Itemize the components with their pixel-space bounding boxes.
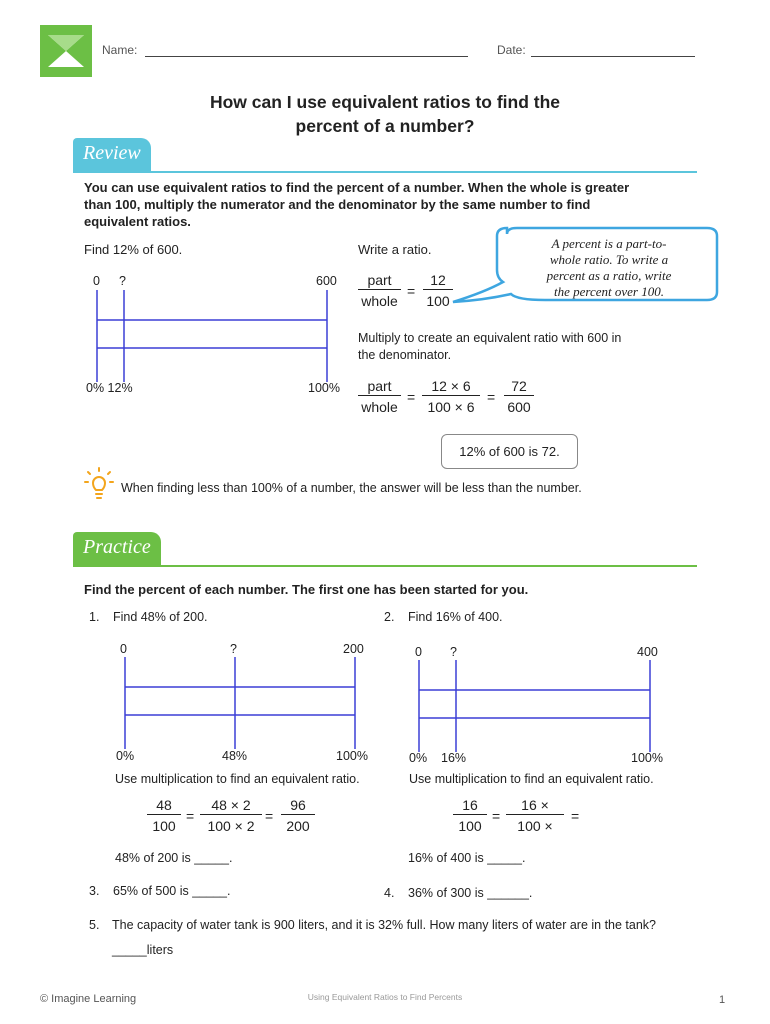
ratio1-num-left: part [358,272,401,290]
ratio2-den-mid: 100 × 6 [427,399,475,415]
lightbulb-icon [84,467,114,501]
multiply-text-2: the denominator. [358,348,452,362]
p1-number: 1. [89,610,100,624]
bubble-line-4: the percent over 100. [554,284,664,299]
ratio2-den-right: 600 [507,399,531,415]
review-bottom-right: 100% [308,381,340,395]
bubble-line-3: percent as a ratio, write [546,268,672,283]
p1-d2: 100 × 2 [207,818,255,834]
bubble-line-1: A percent is a part-to- [551,236,667,251]
p1-label-zero: 0 [120,642,127,656]
p1-ratio-3 [281,797,315,834]
p1-eq: = [186,808,195,824]
page-title-line1: How can I use equivalent ratios to find the [209,92,561,112]
p5-answer[interactable]: _____liters [112,943,174,957]
review-label-zero: 0 [93,274,100,288]
footer-copyright: © Imagine Learning [40,993,137,1005]
p5-number: 5. [89,918,100,932]
p2-eq2: = [571,808,580,824]
review-label-whole: 600 [316,274,337,288]
name-line[interactable] [145,56,468,57]
p2-ratio-2 [506,797,564,834]
p2-bottom-right: 100% [631,751,663,765]
ratio2-den-left: whole [361,399,398,415]
p1-d3: 200 [286,818,310,834]
ratio2-num-left: part [358,378,401,396]
p2-label-whole: 400 [637,645,658,659]
ratio2-num-mid: 12 × 6 [422,378,480,396]
p4-number: 4. [384,886,395,900]
p1-bottom-right: 100% [336,749,368,763]
ratio1-den-left: whole [361,293,398,309]
ratio1-part-whole [358,272,401,309]
review-find-text: Find 12% of 600. [84,242,183,257]
p1-bottom-left: 0% [116,749,135,763]
review-label-unknown: ? [119,274,126,288]
ratio1-den-right: 100 [426,293,450,309]
p1-d1: 100 [152,818,176,834]
p1-eq2: = [265,808,274,824]
p3-number: 3. [89,884,100,898]
bubble-line-2: whole ratio. To write a [549,252,669,267]
review-intro-3: equivalent ratios. [84,214,191,229]
review-rule [73,171,697,173]
p2-label-zero: 0 [415,645,422,659]
practice-instructions: Find the percent of each number. The first one has been started for you. [84,582,529,597]
review-tab: Review [73,138,151,172]
review-bar-diagram [90,290,335,382]
p1-use-text: Use multiplication to find an equivalent ratio. [115,772,360,786]
ratio2-num-right: 72 [504,378,534,396]
p1-bottom-mid: 48% [222,749,248,763]
p2-answer[interactable]: 16% of 400 is _____. [408,851,526,865]
p1-bar-diagram [120,657,360,749]
p2-d2: 100 × [517,818,553,834]
p4-text[interactable]: 36% of 300 is ______. [408,886,533,900]
imagine-learning-logo [40,25,92,77]
ratio2-mid [422,378,480,415]
p2-bottom-mid: 16% [441,751,467,765]
review-intro-1: You can use equivalent ratios to find the percent of a number. When the whole is greater [84,180,630,195]
p5-text: The capacity of water tank is 900 liters, and it is 32% full. How many liters of water are in the tank? [112,918,657,932]
practice-tab: Practice [73,532,161,566]
p2-n1: 16 [453,797,487,815]
p1-label-unknown: ? [230,642,237,656]
p2-bar-diagram [414,660,654,752]
ratio2-eq2: = [487,389,496,405]
multiply-text-1: Multiply to create an equivalent ratio with 600 in [358,331,622,345]
p2-ratio-1 [453,797,487,834]
p1-label-whole: 200 [343,642,364,656]
p2-n2: 16 × [506,797,564,815]
ratio1-eq: = [407,283,416,299]
p1-answer[interactable]: 48% of 200 is _____. [115,851,233,865]
practice-rule [73,565,697,567]
ratio1-num-right: 12 [423,272,453,290]
p2-d1: 100 [458,818,482,834]
p2-number: 2. [384,610,395,624]
ratio2-eq: = [407,389,416,405]
p3-text[interactable]: 65% of 500 is _____. [113,884,231,898]
ratio2-right [504,378,534,415]
p1-text: Find 48% of 200. [113,610,208,624]
ratio2-part-whole [358,378,401,415]
page-title-line2: percent of a number? [295,116,475,136]
p2-use-text: Use multiplication to find an equivalent ratio. [409,772,654,786]
p2-text: Find 16% of 400. [408,610,503,624]
review-intro-2: than 100, multiply the numerator and the denominator by the same number to find [84,197,591,212]
bubble-text [505,236,713,300]
review-answer-box: 12% of 600 is 72. [441,434,578,469]
review-bottom-left: 0% 12% [86,381,133,395]
footer-page-number: 1 [719,994,726,1006]
p1-n1: 48 [147,797,181,815]
date-line[interactable] [531,56,695,57]
p2-bottom-left: 0% [409,751,428,765]
p2-label-unknown: ? [450,645,457,659]
p1-n2: 48 × 2 [200,797,262,815]
footer-title: Using Equivalent Ratios to Find Percents [307,992,463,1002]
p1-ratio-2 [200,797,262,834]
p1-ratio-1 [147,797,181,834]
tip-text: When finding less than 100% of a number, the answer will be less than the number. [121,481,582,495]
name-label: Name: [102,43,138,57]
p1-n3: 96 [281,797,315,815]
p2-eq: = [492,808,501,824]
write-ratio-text: Write a ratio. [358,242,432,257]
date-label: Date: [497,43,526,57]
